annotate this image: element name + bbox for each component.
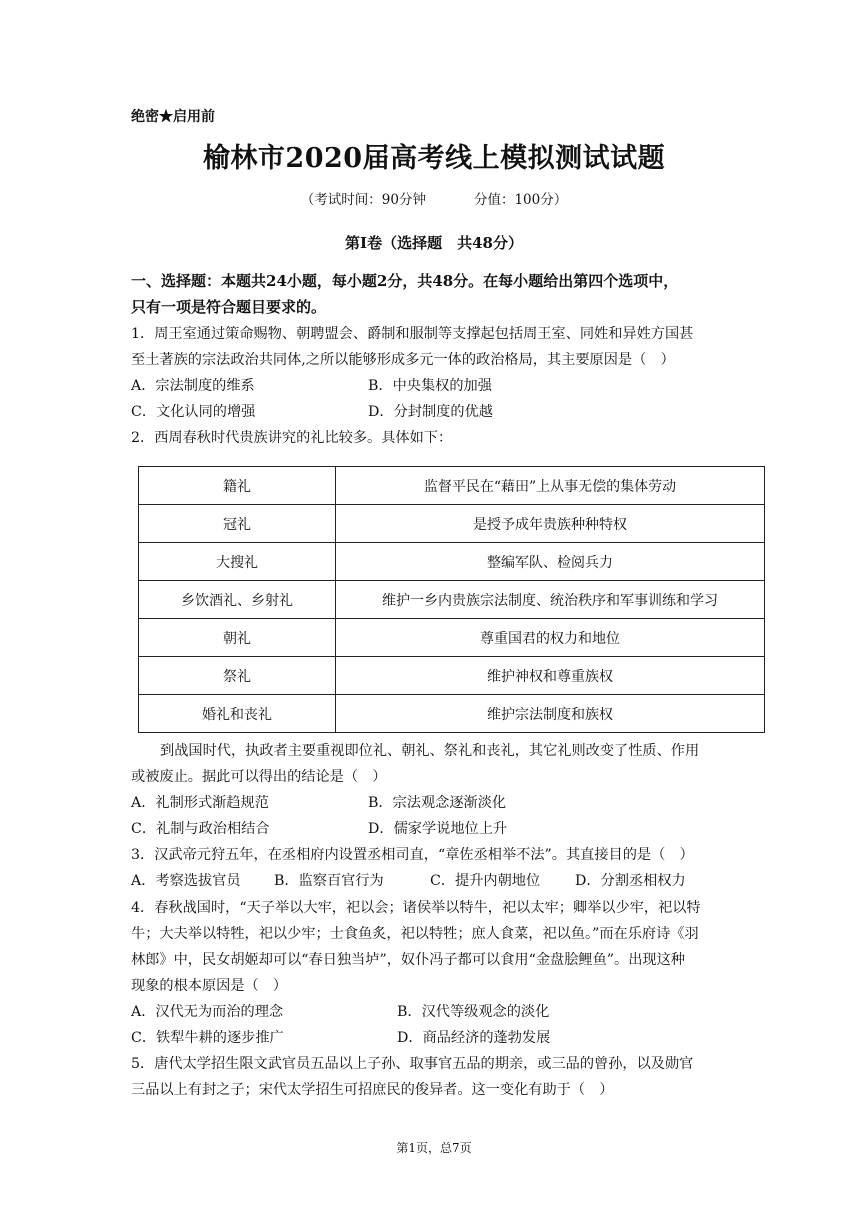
question-3-option-c: C．提升内朝地位: [430, 873, 541, 889]
question-5-line-2: 三品以上有封之子；宋代太学招生可招庶民的俊异者。这一变化有助于（ ）: [131, 1082, 614, 1098]
rites-table: [138, 466, 765, 733]
question-3-line-1: 3．汉武帝元狩五年，在丞相府内设置丞相司直，“章佐丞相举不法”。其直接目的是（ ）: [131, 847, 694, 863]
question-1-option-c: C．文化认同的增强: [131, 404, 256, 420]
question-2-text-line-1: 到战国时代，执政者主要重视即位礼、朝礼、祭礼和丧礼，其它礼则改变了性质、作用: [160, 743, 700, 759]
question-3-option-d: D．分割丞相权力: [575, 873, 686, 889]
table-row: [139, 581, 765, 619]
rite-name: 婚礼和丧礼: [139, 695, 336, 733]
exam-meta: [0, 188, 868, 208]
exam-time: （考试时间：90分钟: [300, 192, 426, 208]
rite-name: 大搜礼: [139, 543, 336, 581]
table-row: [139, 695, 765, 733]
table-row: [139, 505, 765, 543]
page-footer: 第1页，总7页: [396, 1141, 472, 1155]
question-4-option-b: B．汉代等级观念的淡化: [397, 1004, 550, 1020]
confidential-mark: 绝密★启用前: [131, 109, 215, 125]
rite-name: 祭礼: [139, 657, 336, 695]
rite-name: 乡饮酒礼、乡射礼: [139, 581, 336, 619]
question-4-option-c: C．铁犁牛耕的逐步推广: [131, 1030, 284, 1046]
rite-name: 朝礼: [139, 619, 336, 657]
table-row: [139, 467, 765, 505]
table-row: [139, 543, 765, 581]
part-heading: 第I卷（选择题 共48分）: [345, 234, 523, 252]
question-2-option-a: A．礼制形式渐趋规范: [131, 795, 269, 811]
question-4-line-4: 现象的根本原因是（ ）: [131, 978, 288, 994]
question-1-option-d: D．分封制度的优越: [368, 404, 493, 420]
question-2-option-c: C．礼制与政治相结合: [131, 821, 270, 837]
exam-score: 分值：100分）: [473, 192, 568, 208]
rite-description: 维护神权和尊重族权: [336, 657, 765, 695]
rite-name: 籍礼: [139, 467, 336, 505]
question-1-line-1: 1．周王室通过策命赐物、朝聘盟会、爵制和服制等支撑起包括周王室、同姓和异姓方国甚: [131, 326, 694, 342]
question-2-option-b: B．宗法观念逐渐淡化: [368, 795, 507, 811]
exam-title: 榆林市2020届高考线上模拟测试试题: [202, 143, 666, 174]
rite-description: 是授予成年贵族种种特权: [336, 505, 765, 543]
question-2-option-d: D．儒家学说地位上升: [368, 821, 508, 837]
question-3-option-b: B．监察百官行为: [274, 873, 384, 889]
question-4-line-2: 牛；大夫举以特牲，祀以少牢；士食鱼炙，祀以特牲；庶人食菜，祀以鱼。”而在乐府诗《羽: [131, 926, 699, 942]
table-row: [139, 619, 765, 657]
question-1-line-2: 至土著族的宗法政治共同体,之所以能够形成多元一体的政治格局，其主要原因是（ ）: [131, 352, 675, 368]
rite-name: 冠礼: [139, 505, 336, 543]
question-4-option-d: D．商品经济的蓬勃发展: [397, 1030, 551, 1046]
question-3-option-a: A．考察选拔官员: [131, 873, 241, 889]
question-4-line-1: 4．春秋战国时，“天子举以大牢，祀以会；诸侯举以特牛，祀以太牢；卿举以少牢，祀以特: [131, 900, 701, 916]
question-1-option-b: B．中央集权的加强: [368, 378, 492, 394]
rite-description: 维护宗法制度和族权: [336, 695, 765, 733]
rite-description: 维护一乡内贵族宗法制度、统治秩序和军事训练和学习: [336, 581, 765, 619]
table-row: [139, 657, 765, 695]
question-2-intro: 2．西周春秋时代贵族讲究的礼比较多。具体如下：: [131, 430, 453, 446]
rite-description: 尊重国君的权力和地位: [336, 619, 765, 657]
question-5-line-1: 5．唐代太学招生限文武官员五品以上子孙、取事官五品的期亲，或三品的曾孙，以及勋官: [131, 1056, 694, 1072]
section-instruction-line-2: 只有一项是符合题目要求的。: [131, 298, 327, 316]
question-4-option-a: A．汉代无为而治的理念: [131, 1004, 284, 1020]
question-1-option-a: A．宗法制度的维系: [131, 378, 255, 394]
rite-description: 整编军队、检阅兵力: [336, 543, 765, 581]
section-instruction-line-1: 一、选择题：本题共24小题，每小题2分，共48分。在每小题给出第四个选项中，: [131, 272, 679, 290]
question-2-text-line-2: 或被废止。据此可以得出的结论是（ ）: [131, 769, 387, 785]
question-4-line-3: 林郎》中，民女胡姬却可以“春日独当垆”，奴仆冯子都可以食用“金盘脍鲤鱼”。出现这种: [131, 952, 685, 968]
rite-description: 监督平民在“藉田”上从事无偿的集体劳动: [336, 467, 765, 505]
